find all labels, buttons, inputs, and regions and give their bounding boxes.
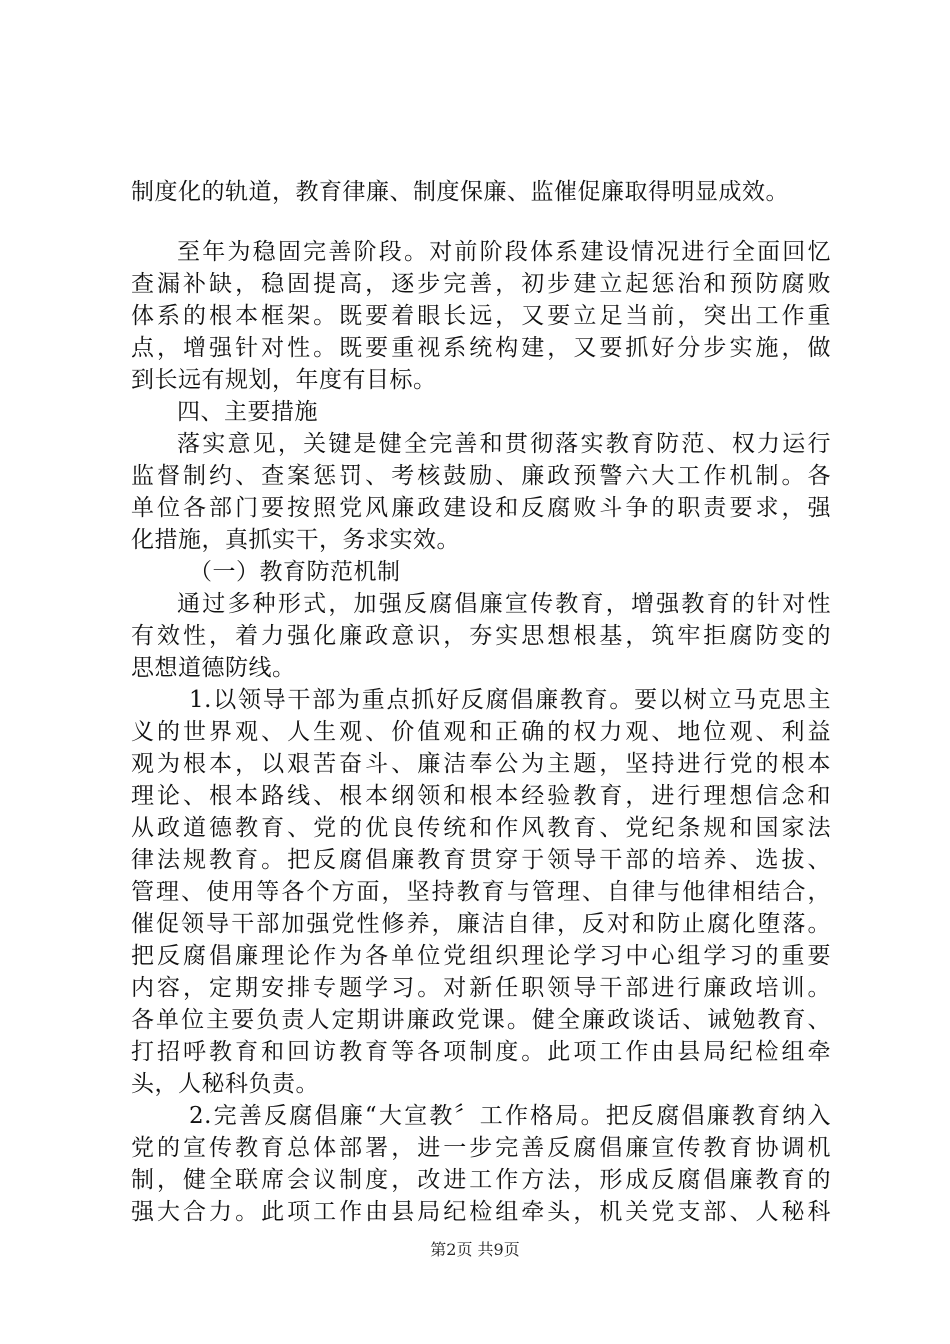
text-line: 落实意见，关键是健全完善和贯彻落实教育防范、权力运行	[177, 431, 831, 457]
text-line: 各单位主要负责人定期讲廉政党课。健全廉政谈话、诫勉教育、	[131, 1007, 831, 1033]
text-line: （一）教育防范机制	[189, 559, 401, 585]
text-line: 1.以领导干部为重点抓好反腐倡廉教育。要以树立马克思主	[189, 687, 831, 713]
text-line: 点，增强针对性。既要重视系统构建，又要抓好分步实施，做	[131, 335, 831, 361]
text-line: 从政道德教育、党的优良传统和作风教育、党纪条规和国家法	[131, 815, 831, 841]
text-line: 查漏补缺，稳固提高，逐步完善，初步建立起惩治和预防腐败	[131, 271, 831, 297]
text-line: 制度化的轨道，教育律廉、制度保廉、监催促廉取得明显成效。	[131, 179, 789, 205]
text-line: 通过多种形式，加强反腐倡廉宣传教育，增强教育的针对性	[177, 591, 831, 617]
text-line: 至年为稳固完善阶段。对前阶段体系建设情况进行全面回忆	[177, 239, 831, 265]
text-line: 打招呼教育和回访教育等各项制度。此项工作由县局纪检组牵	[131, 1039, 831, 1065]
text-line: 体系的根本框架。既要着眼长远，又要立足当前，突出工作重	[131, 303, 831, 329]
text-line: 到长远有规划，年度有目标。	[131, 367, 437, 393]
text-line: 内容，定期安排专题学习。对新任职领导干部进行廉政培训。	[131, 975, 831, 1001]
text-line: 强大合力。此项工作由县局纪检组牵头，机关党支部、人秘科	[131, 1199, 831, 1225]
text-line: 观为根本，以艰苦奋斗、廉洁奉公为主题，坚持进行党的根本	[131, 751, 831, 777]
text-line: 监督制约、查案惩罚、考核鼓励、廉政预警六大工作机制。各	[131, 463, 831, 489]
text-line: 义的世界观、人生观、价值观和正确的权力观、地位观、利益	[131, 719, 831, 745]
text-line: 制，健全联席会议制度，改进工作方法，形成反腐倡廉教育的	[131, 1167, 831, 1193]
page-footer: 第2页 共9页	[430, 1240, 520, 1259]
text-line: 四、主要措施	[177, 399, 318, 425]
text-line: 有效性，着力强化廉政意识，夯实思想根基，筑牢拒腐防变的	[131, 623, 831, 649]
text-line: 思想道德防线。	[131, 655, 296, 681]
text-line: 2.完善反腐倡廉“大宣教〞工作格局。把反腐倡廉教育纳入	[189, 1103, 831, 1129]
text-line: 头，人秘科负责。	[131, 1071, 319, 1097]
text-line: 党的宣传教育总体部署，进一步完善反腐倡廉宣传教育协调机	[131, 1135, 831, 1161]
text-line: 管理、使用等各个方面，坚持教育与管理、自律与他律相结合，	[131, 879, 831, 905]
text-line: 催促领导干部加强党性修养，廉洁自律，反对和防止腐化堕落。	[131, 911, 831, 937]
text-line: 单位各部门要按照党风廉政建设和反腐败斗争的职责要求，强	[131, 495, 831, 521]
text-line: 化措施，真抓实干，务求实效。	[131, 527, 460, 553]
text-line: 理论、根本路线、根本纲领和根本经验教育，进行理想信念和	[131, 783, 831, 809]
text-line: 把反腐倡廉理论作为各单位党组织理论学习中心组学习的重要	[131, 943, 831, 969]
text-line: 律法规教育。把反腐倡廉教育贯穿于领导干部的培养、选拔、	[131, 847, 831, 873]
